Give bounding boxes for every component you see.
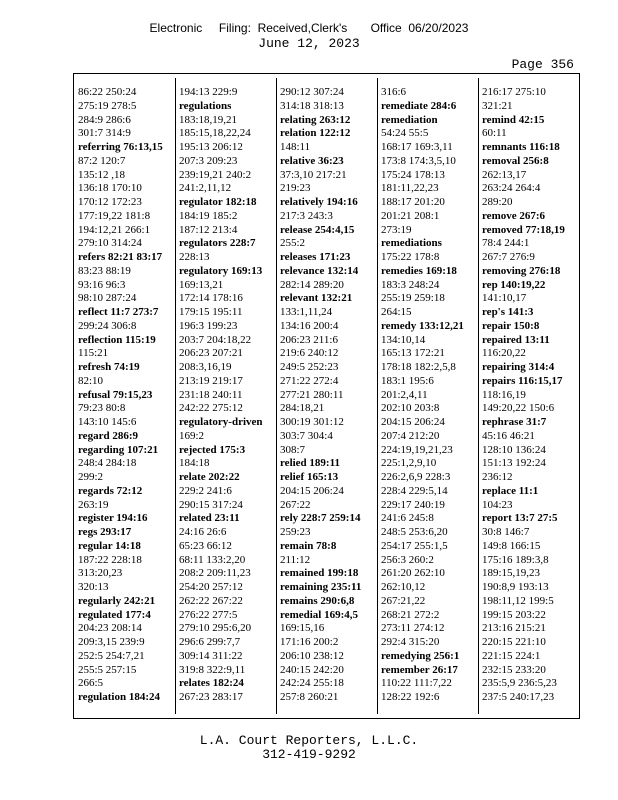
index-headword: regulated 177:4 bbox=[78, 608, 151, 621]
index-line: 194:12,21 266:1 bbox=[78, 223, 151, 236]
index-line: 292:4 315:20 bbox=[381, 636, 440, 648]
index-line: 268:21 272:2 bbox=[381, 608, 440, 621]
index-line: 169:2 bbox=[179, 429, 205, 442]
index-headword: removed 77:18,19 bbox=[482, 223, 565, 236]
index-line: 136:18 170:10 bbox=[78, 182, 142, 195]
index-line: 235:5,9 236:5,23 bbox=[482, 677, 557, 690]
index-headword: refers 82:21 83:17 bbox=[78, 251, 163, 263]
index-headword: repaired 13:11 bbox=[482, 333, 550, 346]
index-line: 206:10 238:12 bbox=[280, 649, 344, 662]
index-line: 118:16,19 bbox=[482, 388, 526, 401]
index-headword: refusal 79:15,23 bbox=[78, 388, 153, 401]
index-line: 273:11 274:12 bbox=[381, 622, 445, 635]
index-line: 284:18,21 bbox=[280, 402, 325, 415]
index-headword: relative 36:23 bbox=[280, 154, 344, 167]
index-line: 259:23 bbox=[280, 526, 311, 538]
index-line: 229:2 241:6 bbox=[179, 484, 232, 497]
index-line: 267:22 bbox=[280, 498, 311, 511]
index-column-1 bbox=[78, 86, 172, 705]
index-line: 208:2 209:11,23 bbox=[179, 567, 251, 580]
index-line: 299:2 bbox=[78, 471, 104, 483]
index-line: 229:17 240:19 bbox=[381, 498, 445, 511]
index-line: 216:17 275:10 bbox=[482, 86, 546, 98]
index-line: 320:13 bbox=[78, 581, 109, 593]
word-index-frame bbox=[73, 73, 580, 719]
index-line: 203:7 204:18,22 bbox=[179, 333, 252, 346]
index-headword: remedying 256:1 bbox=[381, 649, 460, 662]
index-headword: reflect 11:7 273:7 bbox=[78, 306, 159, 318]
index-line: 262:13,17 bbox=[482, 168, 527, 181]
index-line: 198:11,12 199:5 bbox=[482, 594, 554, 607]
index-line: 172:14 178:16 bbox=[179, 292, 243, 305]
index-line: 175:22 178:8 bbox=[381, 251, 440, 263]
column-divider bbox=[276, 78, 277, 714]
index-line: 267:21,22 bbox=[381, 594, 426, 607]
index-column-5 bbox=[482, 86, 576, 705]
index-headword: regulation 184:24 bbox=[78, 691, 160, 703]
index-headword: relied 189:11 bbox=[280, 457, 340, 470]
index-line: 249:5 252:23 bbox=[280, 361, 339, 373]
index-line: 228:13 bbox=[179, 251, 210, 263]
index-line: 314:18 318:13 bbox=[280, 99, 344, 112]
index-line: 116:20,22 bbox=[482, 347, 526, 360]
index-line: 170:12 172:23 bbox=[78, 196, 142, 208]
index-line: 240:15 242:20 bbox=[280, 663, 344, 676]
index-line: 213:16 215:21 bbox=[482, 622, 546, 635]
index-headword: relatively 194:16 bbox=[280, 196, 358, 208]
index-headword: relevance 132:14 bbox=[280, 264, 359, 277]
index-headword: remnants 116:18 bbox=[482, 141, 560, 153]
index-headword: referring 76:13,15 bbox=[78, 141, 163, 153]
index-line: 248:5 253:6,20 bbox=[381, 526, 448, 538]
index-line: 190:8,9 193:13 bbox=[482, 581, 549, 593]
page-number: Page 356 bbox=[511, 57, 574, 72]
index-headword: relevant 132:21 bbox=[280, 292, 353, 305]
index-line: 188:17 201:20 bbox=[381, 196, 445, 208]
index-line: 202:10 203:8 bbox=[381, 402, 440, 415]
index-line: 207:3 209:23 bbox=[179, 154, 238, 167]
index-headword: remedy 133:12,21 bbox=[381, 319, 464, 332]
index-line: 248:4 284:18 bbox=[78, 457, 137, 470]
index-headword: remedial 169:4,5 bbox=[280, 608, 359, 621]
index-line: 224:19,19,21,23 bbox=[381, 443, 453, 456]
index-headword: register 194:16 bbox=[78, 512, 148, 525]
index-headword: regulatory 169:13 bbox=[179, 264, 263, 277]
index-line: 78:4 244:1 bbox=[482, 237, 530, 250]
index-column-2 bbox=[179, 86, 273, 705]
index-headword: remediation bbox=[381, 113, 438, 126]
index-line: 187:22 228:18 bbox=[78, 553, 142, 566]
index-line: 275:19 278:5 bbox=[78, 99, 137, 112]
index-line: 313:20,23 bbox=[78, 567, 123, 580]
footer-phone: 312-419-9292 bbox=[262, 747, 356, 762]
index-line: 79:23 80:8 bbox=[78, 402, 126, 415]
index-headword: remained 199:18 bbox=[280, 567, 359, 580]
index-headword: replace 11:1 bbox=[482, 484, 539, 497]
index-headword: rejected 175:3 bbox=[179, 443, 246, 456]
index-headword: regard 286:9 bbox=[78, 429, 138, 442]
index-line: 169:13,21 bbox=[179, 278, 224, 291]
index-headword: regulations bbox=[179, 99, 232, 112]
index-line: 241:6 245:8 bbox=[381, 512, 434, 525]
index-headword: remediations bbox=[381, 237, 442, 250]
index-line: 187:12 213:4 bbox=[179, 223, 238, 236]
index-headword: regs 293:17 bbox=[78, 526, 132, 538]
index-line: 133:1,11,24 bbox=[280, 306, 333, 318]
index-line: 242:24 255:18 bbox=[280, 677, 344, 690]
index-headword: relate 202:22 bbox=[179, 471, 240, 483]
index-line: 189:15,19,23 bbox=[482, 567, 541, 580]
index-line: 181:11,22,23 bbox=[381, 182, 439, 195]
index-headword: relief 165:13 bbox=[280, 471, 339, 483]
column-divider bbox=[175, 78, 176, 714]
index-line: 128:10 136:24 bbox=[482, 443, 546, 456]
index-line: 148:11 bbox=[280, 141, 311, 153]
index-headword: remains 290:6,8 bbox=[280, 594, 355, 607]
index-line: 110:22 111:7,22 bbox=[381, 677, 452, 690]
index-line: 303:7 304:4 bbox=[280, 429, 333, 442]
index-line: 213:19 219:17 bbox=[179, 374, 243, 387]
index-line: 226:2,6,9 228:3 bbox=[381, 471, 451, 483]
index-line: 264:15 bbox=[381, 306, 412, 318]
index-line: 98:10 287:24 bbox=[78, 292, 137, 305]
index-line: 82:10 bbox=[78, 374, 104, 387]
index-line: 301:7 314:9 bbox=[78, 127, 131, 140]
index-line: 321:21 bbox=[482, 99, 513, 112]
index-column-3 bbox=[280, 86, 374, 705]
index-line: 256:3 260:2 bbox=[381, 553, 434, 566]
index-line: 208:3,16,19 bbox=[179, 361, 232, 373]
index-line: 204:15 206:24 bbox=[280, 484, 344, 497]
index-line: 184:18 bbox=[179, 457, 210, 470]
index-line: 262:10,12 bbox=[381, 581, 426, 593]
index-line: 115:21 bbox=[78, 347, 109, 360]
index-line: 149:20,22 150:6 bbox=[482, 402, 555, 415]
index-line: 179:15 195:11 bbox=[179, 306, 243, 318]
index-line: 241:2,11,12 bbox=[179, 182, 232, 195]
index-line: 201:2,4,11 bbox=[381, 388, 428, 401]
index-line: 128:22 192:6 bbox=[381, 691, 440, 703]
index-line: 219:6 240:12 bbox=[280, 347, 339, 360]
index-line: 45:16 46:21 bbox=[482, 429, 535, 442]
index-line: 178:18 182:2,5,8 bbox=[381, 361, 456, 373]
index-line: 262:22 267:22 bbox=[179, 594, 243, 607]
index-line: 290:15 317:24 bbox=[179, 498, 243, 511]
index-line: 255:5 257:15 bbox=[78, 663, 137, 676]
index-line: 276:22 277:5 bbox=[179, 608, 238, 621]
index-line: 199:15 203:22 bbox=[482, 608, 546, 621]
index-line: 134:16 200:4 bbox=[280, 319, 339, 332]
index-line: 236:12 bbox=[482, 471, 513, 483]
column-divider bbox=[377, 78, 378, 714]
index-headword: regarding 107:21 bbox=[78, 443, 159, 456]
index-headword: remember 26:17 bbox=[381, 663, 458, 676]
index-line: 204:15 206:24 bbox=[381, 416, 445, 428]
index-line: 183:18,19,21 bbox=[179, 113, 238, 126]
index-line: 65:23 66:12 bbox=[179, 539, 232, 552]
index-headword: remain 78:8 bbox=[280, 539, 337, 552]
index-headword: reflection 115:19 bbox=[78, 333, 156, 346]
index-line: 231:18 240:11 bbox=[179, 388, 243, 401]
index-line: 282:14 289:20 bbox=[280, 278, 344, 291]
index-line: 201:21 208:1 bbox=[381, 209, 440, 222]
index-headword: remedies 169:18 bbox=[381, 264, 457, 277]
column-divider bbox=[478, 78, 479, 714]
index-line: 319:8 322:9,11 bbox=[179, 663, 246, 676]
index-line: 86:22 250:24 bbox=[78, 86, 137, 98]
index-line: 300:19 301:12 bbox=[280, 416, 344, 428]
index-headword: repair 150:8 bbox=[482, 319, 540, 332]
index-line: 237:5 240:17,23 bbox=[482, 691, 555, 703]
index-headword: regards 72:12 bbox=[78, 484, 143, 497]
index-line: 316:6 bbox=[381, 86, 407, 98]
index-headword: regularly 242:21 bbox=[78, 594, 156, 607]
index-line: 279:10 295:6,20 bbox=[179, 622, 252, 635]
index-headword: regulators 228:7 bbox=[179, 237, 256, 250]
index-headword: regulator 182:18 bbox=[179, 196, 257, 208]
index-line: 220:15 221:10 bbox=[482, 636, 546, 648]
index-line: 173:8 174:3,5,10 bbox=[381, 154, 456, 167]
index-line: 168:17 169:3,11 bbox=[381, 141, 453, 153]
index-line: 267:7 276:9 bbox=[482, 251, 535, 263]
index-line: 279:10 314:24 bbox=[78, 237, 142, 250]
index-line: 254:17 255:1,5 bbox=[381, 539, 448, 552]
index-line: 196:3 199:23 bbox=[179, 319, 238, 332]
index-headword: regular 14:18 bbox=[78, 539, 141, 552]
index-line: 252:5 254:7,21 bbox=[78, 649, 145, 662]
index-line: 267:23 283:17 bbox=[179, 691, 243, 703]
index-headword: release 254:4,15 bbox=[280, 223, 355, 236]
index-line: 290:12 307:24 bbox=[280, 86, 344, 98]
index-line: 175:24 178:13 bbox=[381, 168, 445, 181]
index-line: 151:13 192:24 bbox=[482, 457, 546, 470]
index-line: 211:12 bbox=[280, 553, 311, 566]
index-line: 183:3 248:24 bbox=[381, 278, 440, 291]
index-line: 263:19 bbox=[78, 498, 109, 511]
index-line: 257:8 260:21 bbox=[280, 691, 339, 703]
index-headword: remaining 235:11 bbox=[280, 581, 362, 593]
index-line: 60:11 bbox=[482, 127, 507, 140]
index-headword: repairing 314:4 bbox=[482, 361, 555, 373]
index-line: 177:19,22 181:8 bbox=[78, 209, 151, 222]
index-headword: remediate 284:6 bbox=[381, 99, 457, 112]
index-line: 221:15 224:1 bbox=[482, 649, 541, 662]
index-headword: related 23:11 bbox=[179, 512, 240, 525]
index-headword: releases 171:23 bbox=[280, 251, 351, 263]
index-line: 195:13 206:12 bbox=[179, 141, 243, 153]
index-line: 263:24 264:4 bbox=[482, 182, 541, 195]
index-line: 309:14 311:22 bbox=[179, 649, 243, 662]
index-headword: relating 263:12 bbox=[280, 113, 351, 126]
index-headword: removal 256:8 bbox=[482, 154, 549, 167]
index-line: 134:10,14 bbox=[381, 333, 426, 346]
index-line: 165:13 172:21 bbox=[381, 347, 445, 360]
index-line: 289:20 bbox=[482, 196, 513, 208]
index-headword: relates 182:24 bbox=[179, 677, 244, 690]
index-line: 54:24 55:5 bbox=[381, 127, 429, 140]
index-line: 184:19 185:2 bbox=[179, 209, 238, 222]
index-headword: remove 267:6 bbox=[482, 209, 546, 222]
index-headword: regulatory-driven bbox=[179, 416, 263, 428]
index-line: 225:1,2,9,10 bbox=[381, 457, 437, 470]
index-line: 171:16 200:2 bbox=[280, 636, 339, 648]
filing-stamp: Electronic Filing: Received,Clerk's Office 06/20/2023 bbox=[149, 21, 469, 35]
index-line: 296:6 299:7,7 bbox=[179, 636, 241, 648]
index-line: 183:1 195:6 bbox=[381, 374, 434, 387]
index-line: 228:4 229:5,14 bbox=[381, 484, 448, 497]
index-line: 206:23 211:6 bbox=[280, 333, 338, 346]
index-line: 175:16 189:3,8 bbox=[482, 553, 549, 566]
index-line: 185:15,18,22,24 bbox=[179, 127, 251, 140]
index-line: 30:8 146:7 bbox=[482, 526, 530, 538]
index-line: 209:3,15 239:9 bbox=[78, 636, 145, 648]
index-line: 135:12 ,18 bbox=[78, 168, 126, 181]
index-headword: rep's 141:3 bbox=[482, 306, 534, 318]
index-line: 169:15,16 bbox=[280, 622, 325, 635]
index-headword: refresh 74:19 bbox=[78, 361, 140, 373]
index-line: 261:20 262:10 bbox=[381, 567, 445, 580]
index-line: 68:11 133:2,20 bbox=[179, 553, 246, 566]
index-line: 308:7 bbox=[280, 443, 306, 456]
index-line: 232:15 233:20 bbox=[482, 663, 546, 676]
index-line: 266:5 bbox=[78, 677, 104, 690]
index-line: 273:19 bbox=[381, 223, 412, 236]
index-line: 83:23 88:19 bbox=[78, 264, 131, 277]
index-line: 206:23 207:21 bbox=[179, 347, 243, 360]
index-line: 255:19 259:18 bbox=[381, 292, 445, 305]
index-headword: relation 122:12 bbox=[280, 127, 351, 140]
footer-company: L.A. Court Reporters, L.L.C. bbox=[199, 733, 419, 748]
index-line: 104:23 bbox=[482, 498, 513, 511]
index-line: 141:10,17 bbox=[482, 292, 527, 305]
index-line: 284:9 286:6 bbox=[78, 113, 131, 126]
index-line: 239:19,21 240:2 bbox=[179, 168, 252, 181]
index-headword: remind 42:15 bbox=[482, 113, 545, 126]
index-headword: rely 228:7 259:14 bbox=[280, 512, 361, 525]
index-headword: rep 140:19,22 bbox=[482, 278, 546, 291]
index-headword: rephrase 31:7 bbox=[482, 416, 547, 428]
transcript-date: June 12, 2023 bbox=[258, 36, 360, 51]
index-line: 24:16 26:6 bbox=[179, 526, 227, 538]
index-line: 299:24 306:8 bbox=[78, 319, 137, 332]
index-line: 194:13 229:9 bbox=[179, 86, 238, 98]
index-line: 37:3,10 217:21 bbox=[280, 168, 347, 181]
index-line: 255:2 bbox=[280, 237, 306, 250]
index-line: 271:22 272:4 bbox=[280, 374, 339, 387]
index-column-4 bbox=[381, 86, 475, 705]
index-line: 277:21 280:11 bbox=[280, 388, 344, 401]
index-headword: removing 276:18 bbox=[482, 264, 561, 277]
index-headword: repairs 116:15,17 bbox=[482, 374, 563, 387]
index-line: 242:22 275:12 bbox=[179, 402, 243, 415]
index-line: 254:20 257:12 bbox=[179, 581, 243, 593]
index-line: 219:23 bbox=[280, 182, 311, 195]
index-line: 217:3 243:3 bbox=[280, 209, 333, 222]
index-line: 93:16 96:3 bbox=[78, 278, 126, 291]
index-headword: report 13:7 27:5 bbox=[482, 512, 558, 525]
index-line: 87:2 120:7 bbox=[78, 154, 126, 167]
index-line: 204:23 208:14 bbox=[78, 622, 142, 635]
index-line: 207:4 212:20 bbox=[381, 429, 440, 442]
index-line: 143:10 145:6 bbox=[78, 416, 137, 428]
index-line: 149:8 166:15 bbox=[482, 539, 541, 552]
